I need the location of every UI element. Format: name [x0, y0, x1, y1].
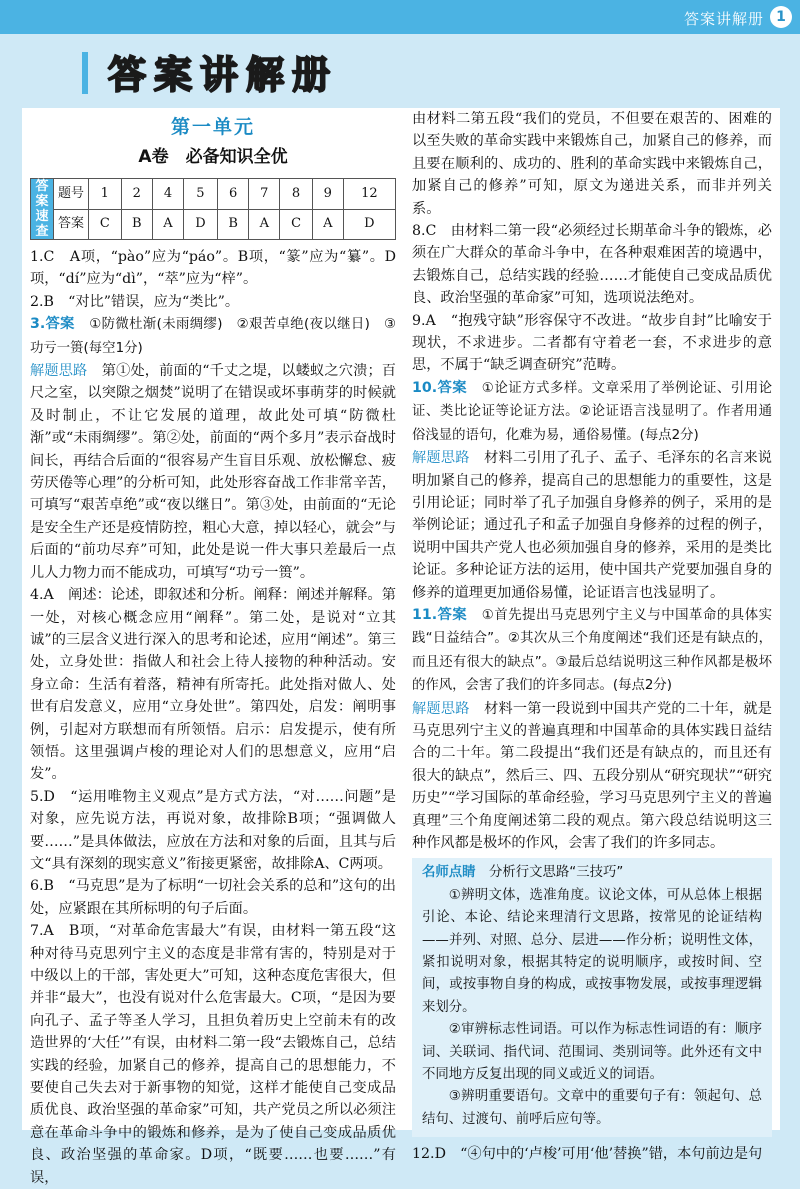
tip-point-1: ①辨明文体，选准角度。议论文体，可从总体上根据引论、本论、结论来理清行文思路，按常见的论证结构——并列、对照、总分、层进——作分析；说明性文体，紧扣说明对象，根据其特定的说明顺序，或按时间、空间，或按事物自身的构成，或按事物发展，或按事理逻辑来划分。	[422, 887, 762, 1015]
answer-q4: 4.A 阐述：论述，即叙述和分析。阐释：阐述并解释。第一处，对核心概念应用“阐释”。第二处，是说对“立其诚”的三层含义进行深入的思考和论述，应用“阐述”。第三处，立身处世：指做人和社会上待人接物的种种活动。安身立命：生活有着落，精神有所寄托。此处指对做人、处世有启发意义，应用“立身处世”。第四处，启发：阐明事例，引起对方联想而有所领悟。启示：启发提示，使有所领悟。这里强调卢梭的理论对人们的思想意义，应用“启发”。	[30, 587, 396, 783]
table-cell: A	[153, 209, 184, 240]
q10-answer: ①论证方式多样。文章采用了举例论证、引用论证、类比论证等论证方法。②论证语言浅显明了。作者用通俗浅显的语句，化难为易，通俗易懂。(每点2分)	[412, 380, 772, 443]
table-cell: 2	[121, 179, 152, 210]
q10-solution	[412, 447, 772, 604]
q11-solution	[412, 698, 772, 855]
table-cell: 12	[343, 179, 395, 210]
table-cell: 7	[249, 179, 280, 210]
tip-point-2: ②审辨标志性词语。可以作为标志性词语的有：顺序词、关联词、指代词、范围词、类别词等。此外还有文中不同地方反复出现的同义或近义的词语。	[422, 1022, 762, 1083]
q10-solution-text: 材料二引用了孔子、孟子、毛泽东的名言来说明加紧自己的修养，提高自己的思想能力的重要性，这是引用论证；同时举了孔子加强自身修养的例子，采用的是举例论证；通过孔子和孟子加强自身修养的过程的例子，说明中国共产党人也必须加强自身的修养，采用的是类比论证。多种论证方法的运用，使中国共产党要加强自身的修养的道理更加通俗易懂，论证语言也浅显明了。	[412, 450, 772, 601]
q3-solution	[30, 360, 396, 584]
q3-solution-label: 解题思路	[30, 363, 88, 380]
answer-q7-continued: 由材料二第五段“我们的党员，不但要在艰苦的、困难的以至失败的革命实践中来锻炼自己，加紧自己的修养，而且要在顺利的、成功的、胜利的革命实践中来锻炼自己，加紧自己的修养”可知，原文为递进关系，而非并列关系。	[412, 111, 772, 217]
answer-q7: 7.A B项，“对革命危害最大”有误，由材料一第五段“这种对待马克思列宁主义的态度是非常有害的，特别是对于中级以上的干部，害处更大”可知，这种态度危害很大，但并非“最大”，也没有说对什么危害最大。C项，“是因为要向孔子、孟子等圣人学习，且担负着历史上空前未有的改造世界的‘大任’”有误，由材料二第一段“去锻炼自己，总结实践的经验，加紧自己的修养，提高自己的思想能力，不要使自己失去对于新事物的知觉，这样才能使自己变成品质优良、政治坚强的革命家”可知，共产党员之所以必须注意在革命斗争中的锻炼和修养，是为了使自己变成品质优良、政治坚强的革命家。D项，“既要……也要……”有误，	[30, 923, 396, 1186]
q11-solution-label: 解题思路	[412, 700, 470, 717]
q3-answer: ①防微杜渐(未雨绸缪) ②艰苦卓绝(夜以继日) ③功亏一篑(每空1分)	[30, 317, 396, 356]
answer-page	[22, 108, 780, 1186]
header-section-label: 答案讲解册	[683, 10, 764, 28]
title-banner	[0, 34, 800, 106]
answer-q1: 1.C A项，“pào”应为“páo”。B项，“篆”应为“纂”。D项，“dí”应为“dì”，“萃”应为“梓”。	[30, 249, 396, 288]
answer-q8: 8.C 由材料二第一段“必须经过长期革命斗争的锻炼，必须在广大群众的革命斗争中，在各种艰难困苦的境遇中，去锻炼自己，总结实践的经验……才能使自己变成品质优良、政治坚强的革命家”可知，选项说法绝对。	[412, 223, 772, 307]
answer-q12: 12.D “④句中的‘卢梭’可用‘他’替换”错，本句前边是句	[412, 1146, 763, 1163]
page-number: 1	[770, 6, 792, 28]
table-cell: D	[183, 209, 217, 240]
table-cell: 5	[183, 179, 217, 210]
row-label-number: 题号	[54, 179, 89, 210]
answer-q9: 9.A “抱残守缺”形容保守不改进。“故步自封”比喻安于现状，不求进步。二者都有守着老一套，不求进步的意思，不属于“缺乏调查研究”范畴。	[412, 312, 772, 374]
q11-label: 11.答案	[412, 606, 468, 623]
table-cell: A	[249, 209, 280, 240]
paper-title: A卷 必备知识全优	[138, 147, 288, 167]
tip-point-3: ③辨明重要语句。文章中的重要句子有：领起句、总结句、过渡句、前呼后应句等。	[422, 1089, 762, 1127]
expert-tip-box	[412, 858, 772, 1137]
answer-table-tag: 答案速查	[31, 179, 54, 240]
q11-answer: ①首先提出马克思列宁主义与中国革命的具体实践“日益结合”。②其次从三个角度阐述“我们还是有缺点的，而且还有很大的缺点”。③最后总结说明这三种作风都是极坏的作风，会害了我们的许多同志。(每点2分)	[412, 607, 772, 694]
row-label-answer: 答案	[54, 209, 89, 240]
title-accent-bar	[82, 52, 88, 94]
answer-q3	[30, 313, 396, 360]
answer-q5: 5.D “运用唯物主义观点”是方式方法，“对……问题”是对象，应先说方法，再说对象，故排除B项；“强调做人要……”是具体做法，应放在方法和对象的后面，且其与后文“具有深刻的现实意义”衔接更紧密，故排除A、C两项。	[30, 788, 396, 872]
table-cell: C	[89, 209, 122, 240]
q10-solution-label: 解题思路	[412, 450, 470, 467]
table-cell: D	[343, 209, 395, 240]
q10-label: 10.答案	[412, 379, 468, 396]
right-column	[412, 108, 772, 1166]
answer-quick-table	[30, 178, 396, 240]
tip-title: 名师点睛	[422, 865, 476, 881]
top-header-bar	[0, 0, 800, 34]
q11-solution-text: 材料一第一段说到中国共产党的二十年，就是马克思列宁主义的普遍真理和中国革命的具体实践日益结合的二十年。第二段提出“我们还是有缺点的，而且还有很大的缺点”，然后三、四、五段分别从“研究现状”“研究历史”“学习国际的革命经验，学习马克思列宁主义的普遍真理”三个角度阐述第二段的观点。第六段总结说明这三种作风都是极坏的作风，会害了我们的许多同志。	[412, 700, 772, 851]
table-cell: B	[217, 209, 248, 240]
table-cell: A	[312, 209, 343, 240]
table-cell: C	[280, 209, 313, 240]
left-column	[30, 108, 396, 1189]
table-cell: 6	[217, 179, 248, 210]
table-cell: 1	[89, 179, 122, 210]
answer-q11	[412, 604, 772, 698]
book-title: 答案讲解册	[108, 53, 339, 97]
table-cell: 8	[280, 179, 313, 210]
unit-title: 第一单元	[170, 116, 255, 138]
q3-label: 3.答案	[30, 316, 75, 333]
table-cell: B	[121, 209, 152, 240]
answer-q10	[412, 377, 772, 447]
table-cell: 9	[312, 179, 343, 210]
tip-header	[422, 862, 762, 884]
answer-q2: 2.B “对比”错误，应为“类比”。	[30, 293, 240, 310]
tip-subtitle: 分析行文思路“三技巧”	[488, 865, 624, 881]
table-cell: 4	[153, 179, 184, 210]
answer-q6: 6.B “马克思”是为了标明“一切社会关系的总和”这句的出处，应紧跟在其所标明的句子后面。	[30, 878, 396, 917]
q3-solution-text: 第①处，前面的“千丈之堤，以蝼蚁之穴溃；百尺之室，以突隙之烟焚”说明了在错误或坏事萌芽的时候就及时制止，不让它发展的道理，故此处可填“防微杜渐”或“未雨绸缪”。第②处，前面的“两个多月”表示奋战时间长，再结合后面的“很容易产生盲目乐观、放松懈怠、疲劳厌倦等心理”的分析可知，此处形容奋战工作非常辛苦，可填写“艰苦卓绝”或“夜以继日”。第③处，由前面的“无论是安全生产还是疫情防控，粗心大意，掉以轻心，就会”与后面的“前功尽弃”可知，此处是说一件大事只差最后一点儿人力物力而不能成功，可填写“功亏一篑”。	[30, 363, 396, 581]
